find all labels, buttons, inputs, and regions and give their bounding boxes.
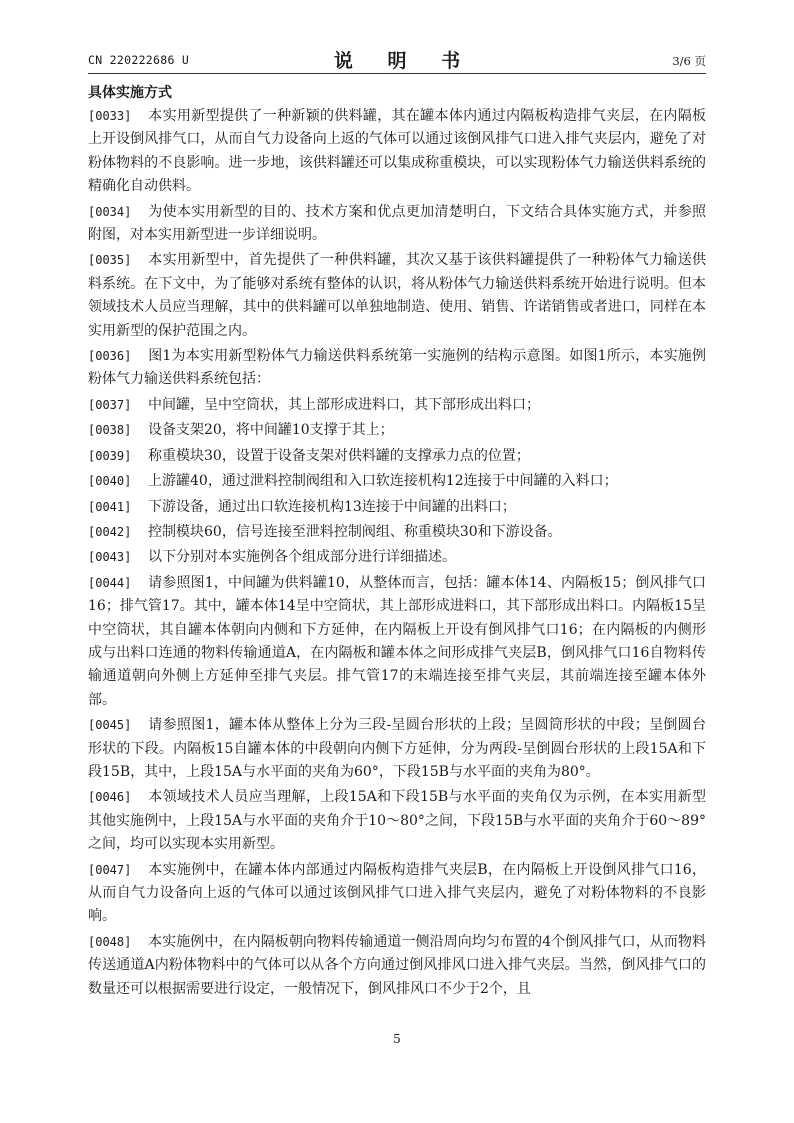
paragraph-text: 图1为本实用新型粉体气力输送供料系统第一实施例的结构示意图。如图1所示，本实施例粉体气力输送供料系统包括： (88, 348, 706, 388)
patent-number: CN 220222686 U (88, 53, 190, 67)
paragraph-text: 以下分别对本实施例各个组成部分进行详细描述。 (148, 549, 456, 566)
paragraph-text: 请参照图1，罐本体从整体上分为三段-呈圆台形状的上段；呈圆筒形状的中段；呈倒圆台形状的下段。内隔板15自罐本体的中段朝向内侧下方延伸，分为两段-呈倒圆台形状的上段15A和下段15B，其中，上段15A与水平面的夹角为60°，下段15B与水平面的夹角为80°。 (88, 717, 706, 780)
document-title: 说 明 书 (333, 50, 475, 72)
paragraph (88, 572, 706, 712)
page-indicator: 3/6 页 (672, 54, 706, 68)
paragraph (88, 394, 706, 417)
paragraph-number: [0040] (88, 474, 132, 489)
paragraph (88, 105, 706, 199)
paragraph (88, 445, 706, 468)
paragraph-number: [0044] (88, 575, 132, 590)
paragraph (88, 859, 706, 929)
paragraph-list (88, 105, 706, 1001)
paragraph-text: 为使本实用新型的目的、技术方案和优点更加清楚明白，下文结合具体实施方式，并参照附图，对本实用新型进一步详细说明。 (88, 203, 706, 244)
paragraph-number: [0046] (88, 790, 132, 805)
page-number: 5 (393, 1032, 401, 1046)
paragraph (88, 419, 706, 442)
paragraph-number: [0042] (88, 524, 132, 539)
paragraph (88, 931, 706, 1001)
paragraph (88, 521, 706, 544)
section-heading: 具体实施方式 (88, 85, 172, 101)
header-divider (88, 73, 706, 74)
paragraph (88, 345, 706, 392)
paragraph (88, 201, 706, 248)
paragraph (88, 496, 706, 519)
paragraph-text: 本领域技术人员应当理解，上段15A和下段15B与水平面的夹角仅为示例，在本实用新型其他实施例中，上段15A与水平面的夹角介于10～80°之间，下段15B与水平面的夹角介于60～89°之间，均可以实现本实用新型。 (88, 789, 706, 853)
paragraph-number: [0034] (88, 204, 132, 219)
paragraph-text: 本实用新型提供了一种新颖的供料罐，其在罐本体内通过内隔板构造排气夹层，在内隔板上开设倒风排气口，从而自气力设备向上返的气体可以通过该倒风排气口进入排气夹层内，避免了对粉体物料的不良影响。进一步地，该供料罐还可以集成称重模块，可以实现粉体气力输送供料系统的精确化自动供料。 (88, 108, 706, 195)
paragraph-text: 请参照图1，中间罐为供料罐10，从整体而言，包括：罐本体14、内隔板15；倒风排气口16；排气管17。其中，罐本体14呈中空筒状，其上部形成进料口，其下部形成出料口。内隔板15呈中空筒状，其自罐本体朝向内侧和下方延伸，在内隔板上开设有倒风排气口16；在内隔板的内侧形成与出料口连通的物料传输通道A，在内隔板和罐本体之间形成排气夹层B，倒风排气口16自物料传输通道朝向外侧上方延伸至排气夹层。排气管17的末端连接至排气夹层，其前端连接至罐本体外部。 (88, 574, 706, 708)
paragraph (88, 470, 706, 493)
paragraph-number: [0039] (88, 448, 132, 463)
paragraph-text: 设备支架20，将中间罐10支撑于其上； (148, 422, 394, 439)
paragraph-text: 本实施例中，在内隔板朝向物料传输通道一侧沿周向均匀布置的4个倒风排气口，从而物料传送通道A内粉体物料中的气体可以从各个方向通过倒风排风口进入排气夹层。当然，倒风排气口的数量还可以根据需要进行设定，一般情况下，倒风排风口不少于2个，且 (88, 933, 706, 997)
paragraph-number: [0035] (88, 253, 132, 268)
paragraph (88, 786, 706, 856)
paragraph-number: [0038] (88, 423, 132, 438)
paragraph-text: 称重模块30，设置于设备支架对供料罐的支撑承力点的位置； (148, 447, 530, 464)
paragraph-text: 本实施例中，在罐本体内部通过内隔板构造排气夹层B，在内隔板上开设倒风排气口16，从而自气力设备向上返的气体可以通过该倒风排气口进入排气夹层内，避免了对粉体物料的不良影响。 (88, 861, 706, 925)
paragraph-number: [0036] (88, 349, 132, 364)
paragraph-number: [0047] (88, 862, 132, 877)
page-header (88, 44, 706, 74)
paragraph-number: [0043] (88, 550, 132, 565)
paragraph-number: [0045] (88, 718, 132, 733)
paragraph-number: [0041] (88, 499, 132, 514)
paragraph (88, 714, 706, 784)
paragraph-number: [0048] (88, 934, 132, 949)
page-footer (0, 1032, 794, 1046)
paragraph (88, 546, 706, 569)
paragraph-text: 中间罐，呈中空筒状，其上部形成进料口，其下部形成出料口； (148, 396, 540, 413)
paragraph-text: 下游设备，通过出口软连接机构13连接于中间罐的出料口； (148, 498, 516, 515)
paragraph-number: [0037] (88, 397, 132, 412)
paragraph (88, 249, 706, 343)
document-body (88, 82, 706, 1003)
paragraph-number: [0033] (88, 109, 132, 123)
paragraph-text: 上游罐40，通过泄料控制阀组和入口软连接机构12连接于中间罐的入料口； (148, 473, 618, 490)
paragraph-text: 控制模块60，信号连接至泄料控制阀组、称重模块30和下游设备。 (148, 523, 562, 540)
paragraph-text: 本实用新型中，首先提供了一种供料罐，其次又基于该供料罐提供了一种粉体气力输送供料系统。在下文中，为了能够对系统有整体的认识，将从粉体气力输送供料系统开始进行说明。但本领域技术人员应当理解，其中的供料罐可以单独地制造、使用、销售、许诺销售或者进口，同样在本实用新型的保护范围之内。 (88, 252, 706, 339)
